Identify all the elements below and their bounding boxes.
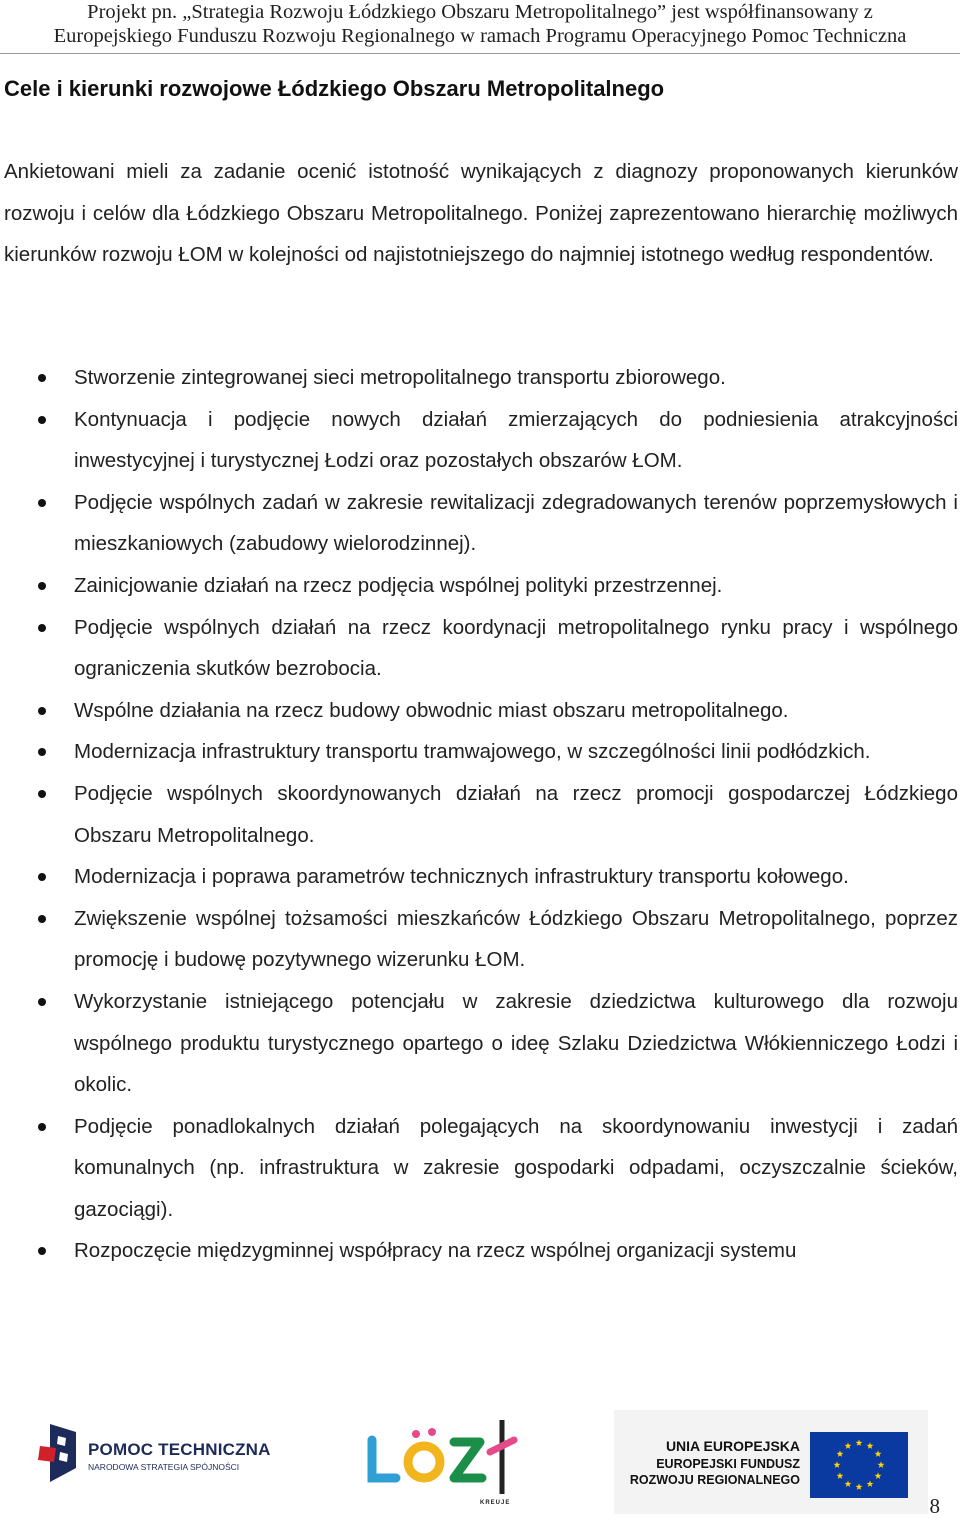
- bullet-icon: [38, 707, 46, 715]
- lodz-tagline: KREUJE: [480, 1500, 511, 1506]
- header-line-2: Europejskiego Funduszu Rozwoju Regionalnego w ramach Programu Operacyjnego Pomoc Techniczna: [53, 25, 907, 47]
- bullet-icon: [38, 790, 46, 798]
- list-item: [0, 731, 960, 773]
- header-line-1: Projekt pn. „Strategia Rozwoju Łódzkiego Obszaru Metropolitalnego” jest współfinansowany z: [87, 1, 873, 23]
- list-item-text: Rozpoczęcie międzygminnej współpracy na rzecz wspólnej organizacji systemu: [74, 1239, 797, 1263]
- footer-logos: [0, 1410, 960, 1520]
- list-item-text: Wspólne działania na rzecz budowy obwodnic miast obszaru metropolitalnego.: [74, 698, 789, 722]
- list-item: [0, 981, 960, 1106]
- list-item: [0, 357, 960, 399]
- eu-flag-icon: [810, 1432, 908, 1498]
- nss-mark-icon: [36, 1422, 80, 1486]
- intro-paragraph: Ankietowani mieli za zadanie ocenić istotność wynikających z diagnozy proponowanych kierunków rozwoju i celów dla Łódzkiego Obszaru Metropolitalnego. Poniżej zaprezentowano hierarchię możliwych kierunków rozwoju ŁOM w kolejności od najistotniejszego do najmniej istotnego według respondentów.: [4, 160, 958, 267]
- lodz-kreuje-logo: [362, 1412, 532, 1512]
- header-divider: [0, 53, 960, 54]
- erdf-line-1: EUROPEJSKI FUNDUSZ: [656, 1457, 800, 1471]
- bullet-icon: [38, 582, 46, 590]
- list-item-text: Zwiększenie wspólnej tożsamości mieszkańców Łódzkiego Obszaru Metropolitalnego, poprzez promocję i budowę pozytywnego wizerunku ŁOM.: [74, 906, 958, 972]
- bullet-icon: [38, 748, 46, 756]
- bullet-icon: [38, 915, 46, 923]
- list-item-text: Modernizacja infrastruktury transportu tramwajowego, w szczególności linii podłódzkich.: [74, 740, 871, 764]
- pomoc-techniczna-name: POMOC TECHNICZNA: [88, 1440, 271, 1459]
- page-number: 8: [929, 1494, 940, 1518]
- list-item-text: Wykorzystanie istniejącego potencjału w zakresie dziedzictwa kulturowego dla rozwoju wspólnego produktu turystycznego opartego o ideę Szlaku Dziedzictwa Włókienniczego Łodzi i okolic.: [74, 989, 958, 1097]
- list-item: [0, 773, 960, 856]
- bullet-icon: [38, 1123, 46, 1131]
- list-item-text: Kontynuacja i podjęcie nowych działań zmierzających do podniesienia atrakcyjności inwestycyjnej i turystycznej Łodzi oraz pozostałych obszarów ŁOM.: [74, 407, 958, 473]
- list-item-text: Podjęcie wspólnych działań na rzecz koordynacji metropolitalnego rynku pracy i wspólnego ograniczenia skutków bezrobocia.: [74, 615, 958, 681]
- list-item: [0, 482, 960, 565]
- list-item-text: Zainicjowanie działań na rzecz podjęcia wspólnej polityki przestrzennej.: [74, 573, 723, 597]
- list-item-text: Podjęcie wspólnych zadań w zakresie rewitalizacji zdegradowanych terenów poprzemysłowych i mieszkaniowych (zabudowy wielorodzinnej).: [74, 490, 958, 556]
- bullet-icon: [38, 499, 46, 507]
- list-item: [0, 690, 960, 732]
- pomoc-techniczna-subtitle: NARODOWA STRATEGIA SPÓJNOŚCI: [88, 1462, 240, 1472]
- list-item-text: Modernizacja i poprawa parametrów technicznych infrastruktury transportu kołowego.: [74, 865, 849, 889]
- list-item: [0, 607, 960, 690]
- section-heading: Cele i kierunki rozwojowe Łódzkiego Obszaru Metropolitalnego: [4, 76, 665, 101]
- bullet-icon: [38, 998, 46, 1006]
- list-item: [0, 1106, 960, 1231]
- list-item-text: Stworzenie zintegrowanej sieci metropolitalnego transportu zbiorowego.: [74, 366, 726, 389]
- eu-name: UNIA EUROPEJSKA: [665, 1438, 800, 1454]
- pomoc-techniczna-logo: [30, 1422, 270, 1488]
- list-item: [0, 1230, 960, 1272]
- eu-erdf-logo: [614, 1410, 928, 1514]
- list-item-text: Podjęcie wspólnych skoordynowanych działań na rzecz promocji gospodarczej Łódzkiego Obszaru Metropolitalnego.: [74, 781, 958, 847]
- list-item: [0, 856, 960, 898]
- erdf-line-2: ROZWOJU REGIONALNEGO: [629, 1473, 800, 1487]
- list-item: [0, 898, 960, 981]
- bullet-icon: [38, 1247, 46, 1255]
- bullet-icon: [38, 374, 46, 382]
- list-item: [0, 565, 960, 607]
- list-item: [0, 399, 960, 482]
- bullet-icon: [38, 873, 46, 881]
- list-item-text: Podjęcie ponadlokalnych działań polegających na skoordynowaniu inwestycji i zadań komunalnych (np. infrastruktura w zakresie gospodarki odpadami, oczyszczalnie ścieków, gazociągi).: [74, 1114, 958, 1221]
- lodz-mark-icon: [362, 1412, 532, 1512]
- bullet-icon: [38, 624, 46, 632]
- bullet-icon: [38, 416, 46, 424]
- directions-list: [0, 357, 960, 1272]
